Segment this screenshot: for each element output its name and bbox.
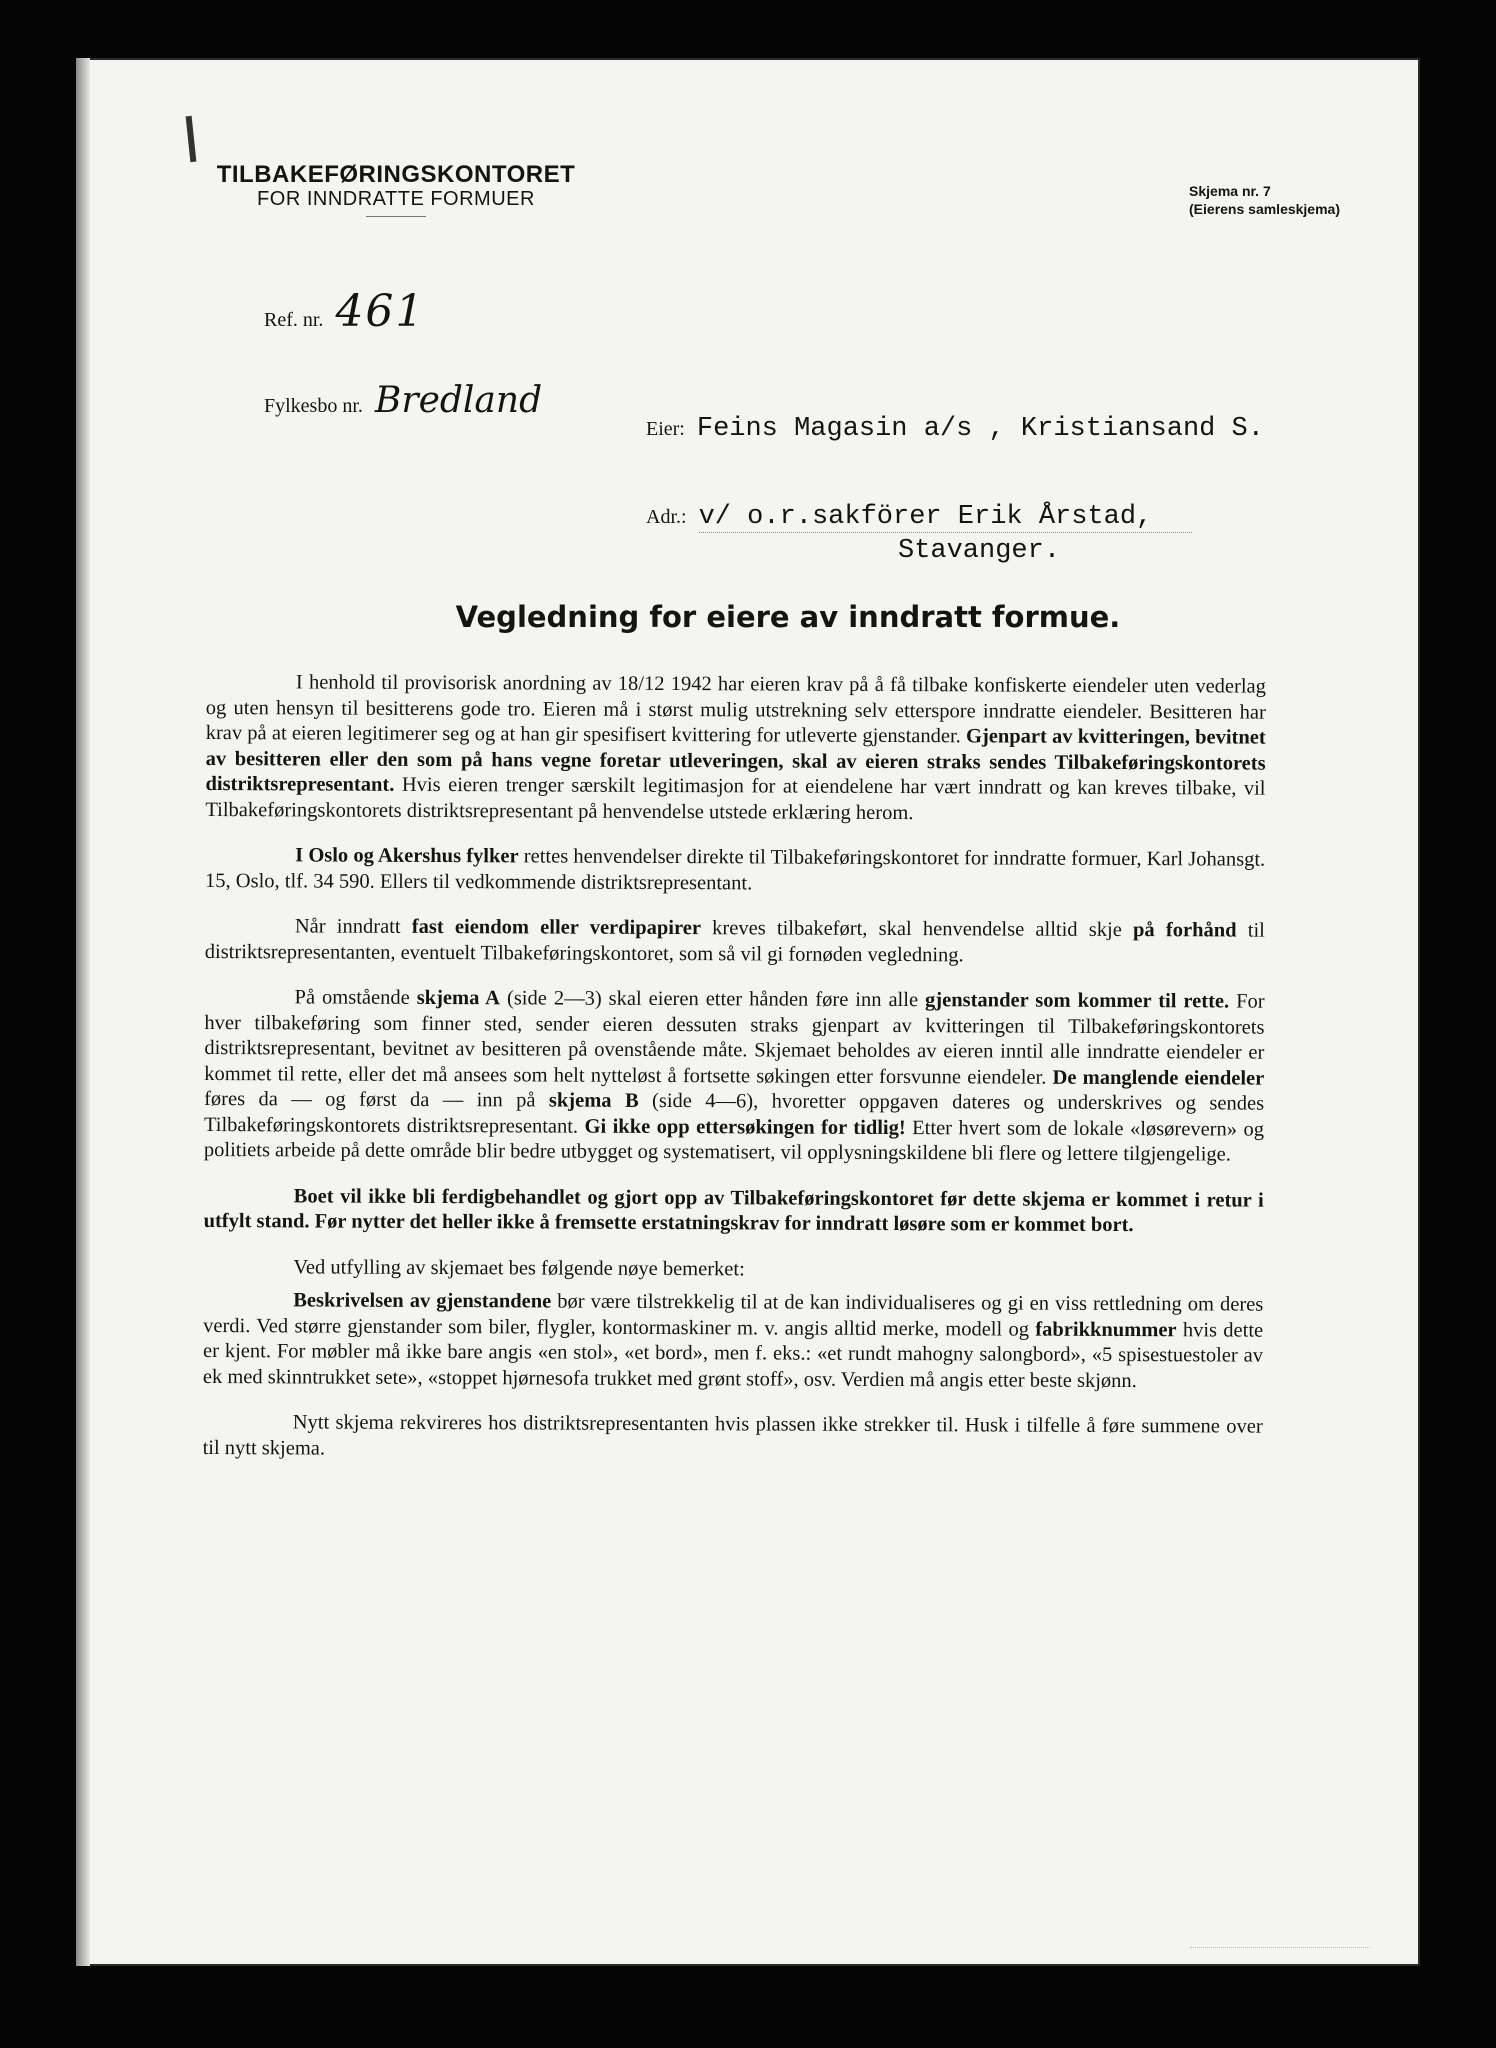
p4-text-e: (side 4—6), hvoretter oppgaven dateres og underskrives og sendes Tilbakeføringskontorets distriktsrepresentant. [203, 1089, 1265, 1138]
page-edge-shadow [76, 58, 90, 1966]
p4-text-d: føres da — og først da — inn på [204, 1087, 536, 1112]
form-number: Skjema nr. 7 [1189, 183, 1271, 199]
office-name: TILBAKEFØRINGSKONTORET [216, 161, 576, 188]
p1-text-a: I henhold til provisorisk anordning av 18/12 1942 har eieren krav på å få tilbake konfiskerte eiendeler uten vederlag og uten hensyn til besitterens gode tro. Eieren må i størst mulig utstrekning selv etterspore inndratte eiendeler. Besitteren har krav på at eieren legitimerer seg og at han gir spesifisert kvittering for utleverte gjenstander. [205, 671, 1266, 748]
paragraph-8 [203, 1410, 1263, 1466]
ref-field [264, 286, 425, 337]
p7-text-a: bør være tilstrekkelig til at de kan individualiseres og gi en viss rettledning om deres verdi. Ved større gjenstander som biler, flygler, kontormaskiner m. v. angis alltid merke, modell og [203, 1290, 1264, 1341]
ref-value-handwritten: 461 [335, 286, 426, 337]
paragraph-6 [203, 1254, 1263, 1284]
p2-text: rettes henvendelser direkte til Tilbakeføringskontoret for inndratte formuer, Karl Johansgt. 15, Oslo, tlf. 34 590. Ellers til vedkommende distriktsrepresentant. [205, 845, 1266, 894]
p4-text-bold1: skjema A [416, 986, 501, 1010]
p4-text-b: (side 2—3) skal eieren etter hånden føre inn alle [506, 987, 919, 1012]
county-label: Fylkesbo nr. [264, 395, 363, 417]
form-type: (Eierens samleskjema) [1189, 201, 1340, 217]
p5-text-bold: Boet vil ikke bli ferdigbehandlet og gjort opp av Tilbakeføringskontoret før dette skjema er kommet i retur i utfylt stand. Før nytter det heller ikke å fremsette erstatningskrav for inndratt løsøre som er kommet bort. [203, 1184, 1264, 1237]
office-header [186, 162, 606, 217]
p7-text-bold2: fabrikknummer [1035, 1318, 1177, 1341]
p7-text-bold1: Beskrivelsen av gjenstandene [293, 1289, 552, 1313]
p4-text-bold3: De manglende eiendeler [1052, 1066, 1265, 1090]
county-field [264, 380, 542, 421]
p4-text-bold4: skjema B [548, 1089, 639, 1112]
form-number-block [1189, 182, 1340, 218]
p2-text-bold: I Oslo og Akershus fylker [295, 844, 519, 868]
p1-text-bold: Gjenpart av kvitteringen, bevitnet av besitteren eller den som på hans vegne foretar utleveringen, skal av eieren straks sendes Tilbakeføringskontorets distriktsrepresentant. [205, 725, 1266, 796]
header-rule [366, 216, 426, 217]
p4-text-bold5: Gi ikke opp ettersøkingen for tidlig! [584, 1115, 906, 1139]
owner-value: Feins Magasin a/s , Kristiansand S. [696, 414, 1264, 444]
p3-text-bold2: på forhånd [1133, 919, 1237, 942]
p3-text-c: til distriktsrepresentanten, eventuelt Tilbakeføringskontoret, som så vil gi fornøden vegledning. [204, 919, 1265, 966]
owner-label: Eier: [646, 418, 685, 440]
p3-text-bold1: fast eiendom eller verdipapirer [411, 915, 702, 940]
instructions-body [202, 670, 1266, 1486]
address-line2: Stavanger. [898, 536, 1061, 566]
office-subtitle: FOR INNDRATTE FORMUER [257, 188, 535, 210]
p4-text-a: På omstående [294, 986, 410, 1009]
paragraph-3 [205, 914, 1265, 970]
p7-text-b: hvis dette er kjent. For møbler må ikke bare angis «en stol», «et bord», men f. eks.: «et rundt mahogny salongbord», «5 spisestuestoler av ek med skinntrukket sete», «stoppet hjørnesofa trukket med grønt stoff», osv. Verdien må angis etter beste skjønn. [202, 1318, 1264, 1392]
document-title: Vegledning for eiere av inndratt formue. [455, 600, 1121, 634]
paragraph-1 [205, 670, 1266, 828]
ink-mark [186, 116, 197, 162]
paragraph-5 [204, 1183, 1264, 1239]
p1-text-c: Hvis eieren trenger særskilt legitimasjon for at eiendelene har vært inndratt og kan kreves tilbake, vil Tilbakeføringskontorets distriktsrepresentant på henvendelse utstede erklæring herom. [205, 773, 1266, 824]
address-label: Adr.: [646, 506, 687, 528]
p4-text-bold2: gjenstander som kommer til rette. [925, 989, 1230, 1013]
address-line1: v/ o.r.sakförer Erik Årstad, [699, 502, 1193, 533]
address-field-2 [898, 536, 1060, 566]
ref-label: Ref. nr. [264, 309, 324, 331]
paragraph-7 [203, 1288, 1263, 1395]
p3-text-a: Når inndratt [294, 915, 401, 938]
address-field [646, 502, 1192, 533]
paragraph-2 [205, 843, 1265, 899]
paragraph-4 [204, 985, 1265, 1168]
faint-footer-mark [1190, 1941, 1370, 1948]
p4-text-c: For hver tilbakeføring som finner sted, sender eieren dessuten straks gjenpart av kvitteringen til Tilbakeføringskontorets distriktsrepresentant, bevitnet av besitteren på ovenstående måte. Skjemaet beholdes av eieren inntil alle inndratte eiendeler er kommet til rette, eller det må ansees som helt nytteløst å fortsette søkingen etter forsvunne eiendeler. [204, 990, 1265, 1089]
document-page [76, 58, 1420, 1966]
p8-text: Nytt skjema rekvireres hos distriktsrepresentanten hvis plassen ikke strekker til. Husk i tilfelle å føre summene over til nytt skjema. [202, 1411, 1263, 1460]
p3-text-b: kreves tilbakeført, skal henvendelse alltid skje [712, 917, 1122, 941]
p4-text-f: Etter hvert som de lokale «løsørevern» og politiets arbeide på dette område blir bedre utbygget og systematisert, vil opplysningskildene bli flere og lettere tilgjengelige. [203, 1116, 1265, 1166]
county-value-handwritten: Bredland [374, 380, 543, 421]
owner-field [646, 414, 1264, 444]
p6-text: Ved utfylling av skjemaet bes følgende nøye bemerket: [293, 1255, 745, 1280]
